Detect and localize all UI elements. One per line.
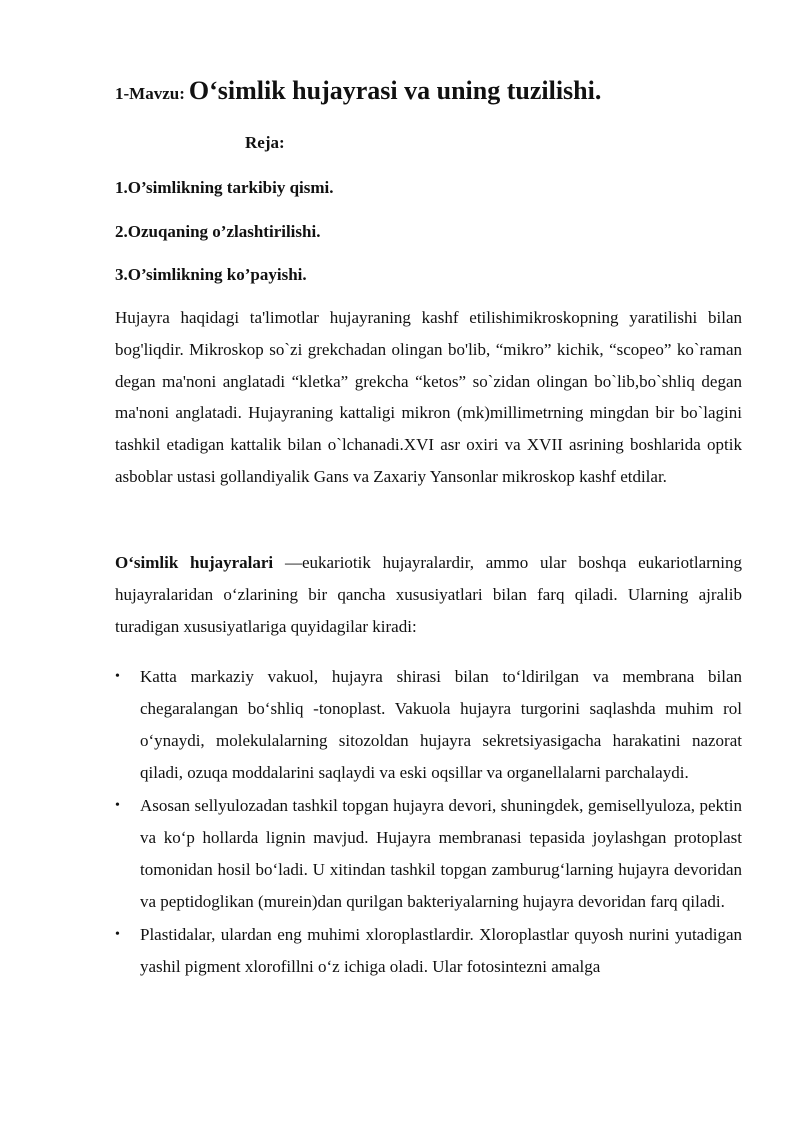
plant-cells-paragraph (115, 547, 742, 642)
intro-paragraph: Hujayra haqidagi ta'limotlar hujayraning kashf etilishimikroskopning yaratilishi bilan bog'liqdir. Mikroskop so`zi grekchadan olingan bo'lib, “mikro” kichik, “scopeo” ko`raman degan ma'noni anglatadi “kletka” grekcha “ketos” so`zidan olingan bo`lib,bo`shliq degan ma'noni anglatadi. Hujayraning kattaligi mikron (mk)millimetrning mingdan bir bo`lagini tashkil etadigan kattalik bilan o`lchanadi.XVI asr oxiri va XVII asrining boshlarida optik asboblar ustasi gollandiyalik Gans va Zaxariy Yansonlar mikroskop kashf etdilar. (115, 308, 742, 486)
bullet-icon: • (115, 798, 120, 813)
list-item (115, 919, 742, 983)
plan-heading: Reja: (245, 133, 285, 152)
list-item-text: Plastidalar, ulardan eng muhimi xloroplastlardir. Xloroplastlar quyosh nurini yutadigan yashil pigment xlorofillni o‘z ichiga oladi. Ular fotosintezni amalga (140, 925, 742, 976)
bullet-icon: • (115, 669, 120, 684)
plant-cells-term: O‘simlik hujayralari (115, 553, 274, 572)
bullet-icon: • (115, 927, 120, 942)
list-item (115, 790, 742, 918)
features-list (115, 661, 742, 984)
plan-item-2: 2.Ozuqaning o’zlashtirilishi. (115, 222, 321, 241)
topic-heading (115, 76, 742, 106)
plan-item-1: 1.O’simlikning tarkibiy qismi. (115, 178, 334, 197)
list-item-text: Katta markaziy vakuol, hujayra shirasi bilan to‘ldirilgan va membrana bilan chegaralangan bo‘shliq -tonoplast. Vakuola hujayra turgorini saqlashda muhim rol o‘ynaydi, molekulalarning sitozoldan hujayra sekretsiyasigacha harakatini nazorat qiladi, ozuqa moddalarini saqlaydi va eski oqsillar va organellalarni parchalaydi. (140, 667, 742, 782)
plan-item-3: 3.O’simlikning ko’payishi. (115, 265, 307, 284)
plant-cells-text: —eukariotik hujayralardir, ammo ular boshqa eukariotlarning hujayralaridan o‘zlarining bir qancha xususiyatlari bilan farq qiladi. Ularning ajralib turadigan xususiyatlariga quyidagilar kiradi: (115, 553, 742, 636)
topic-number: 1-Mavzu: (115, 84, 185, 103)
list-item (115, 661, 742, 789)
topic-title: O‘simlik hujayrasi va uning tuzilishi. (188, 76, 602, 105)
list-item-text: Asosan sellyulozadan tashkil topgan hujayra devori, shuningdek, gemisellyuloza, pektin va ko‘p hollarda lignin mavjud. Hujayra membranasi tepasida joylashgan protoplast tomonidan hosil bo‘ladi. U xitindan tashkil topgan zamburug‘larning hujayra devoridan va peptidoglikan (murein)dan qurilgan bakteriyalarning hujayra devoridan farq qiladi. (140, 796, 742, 911)
